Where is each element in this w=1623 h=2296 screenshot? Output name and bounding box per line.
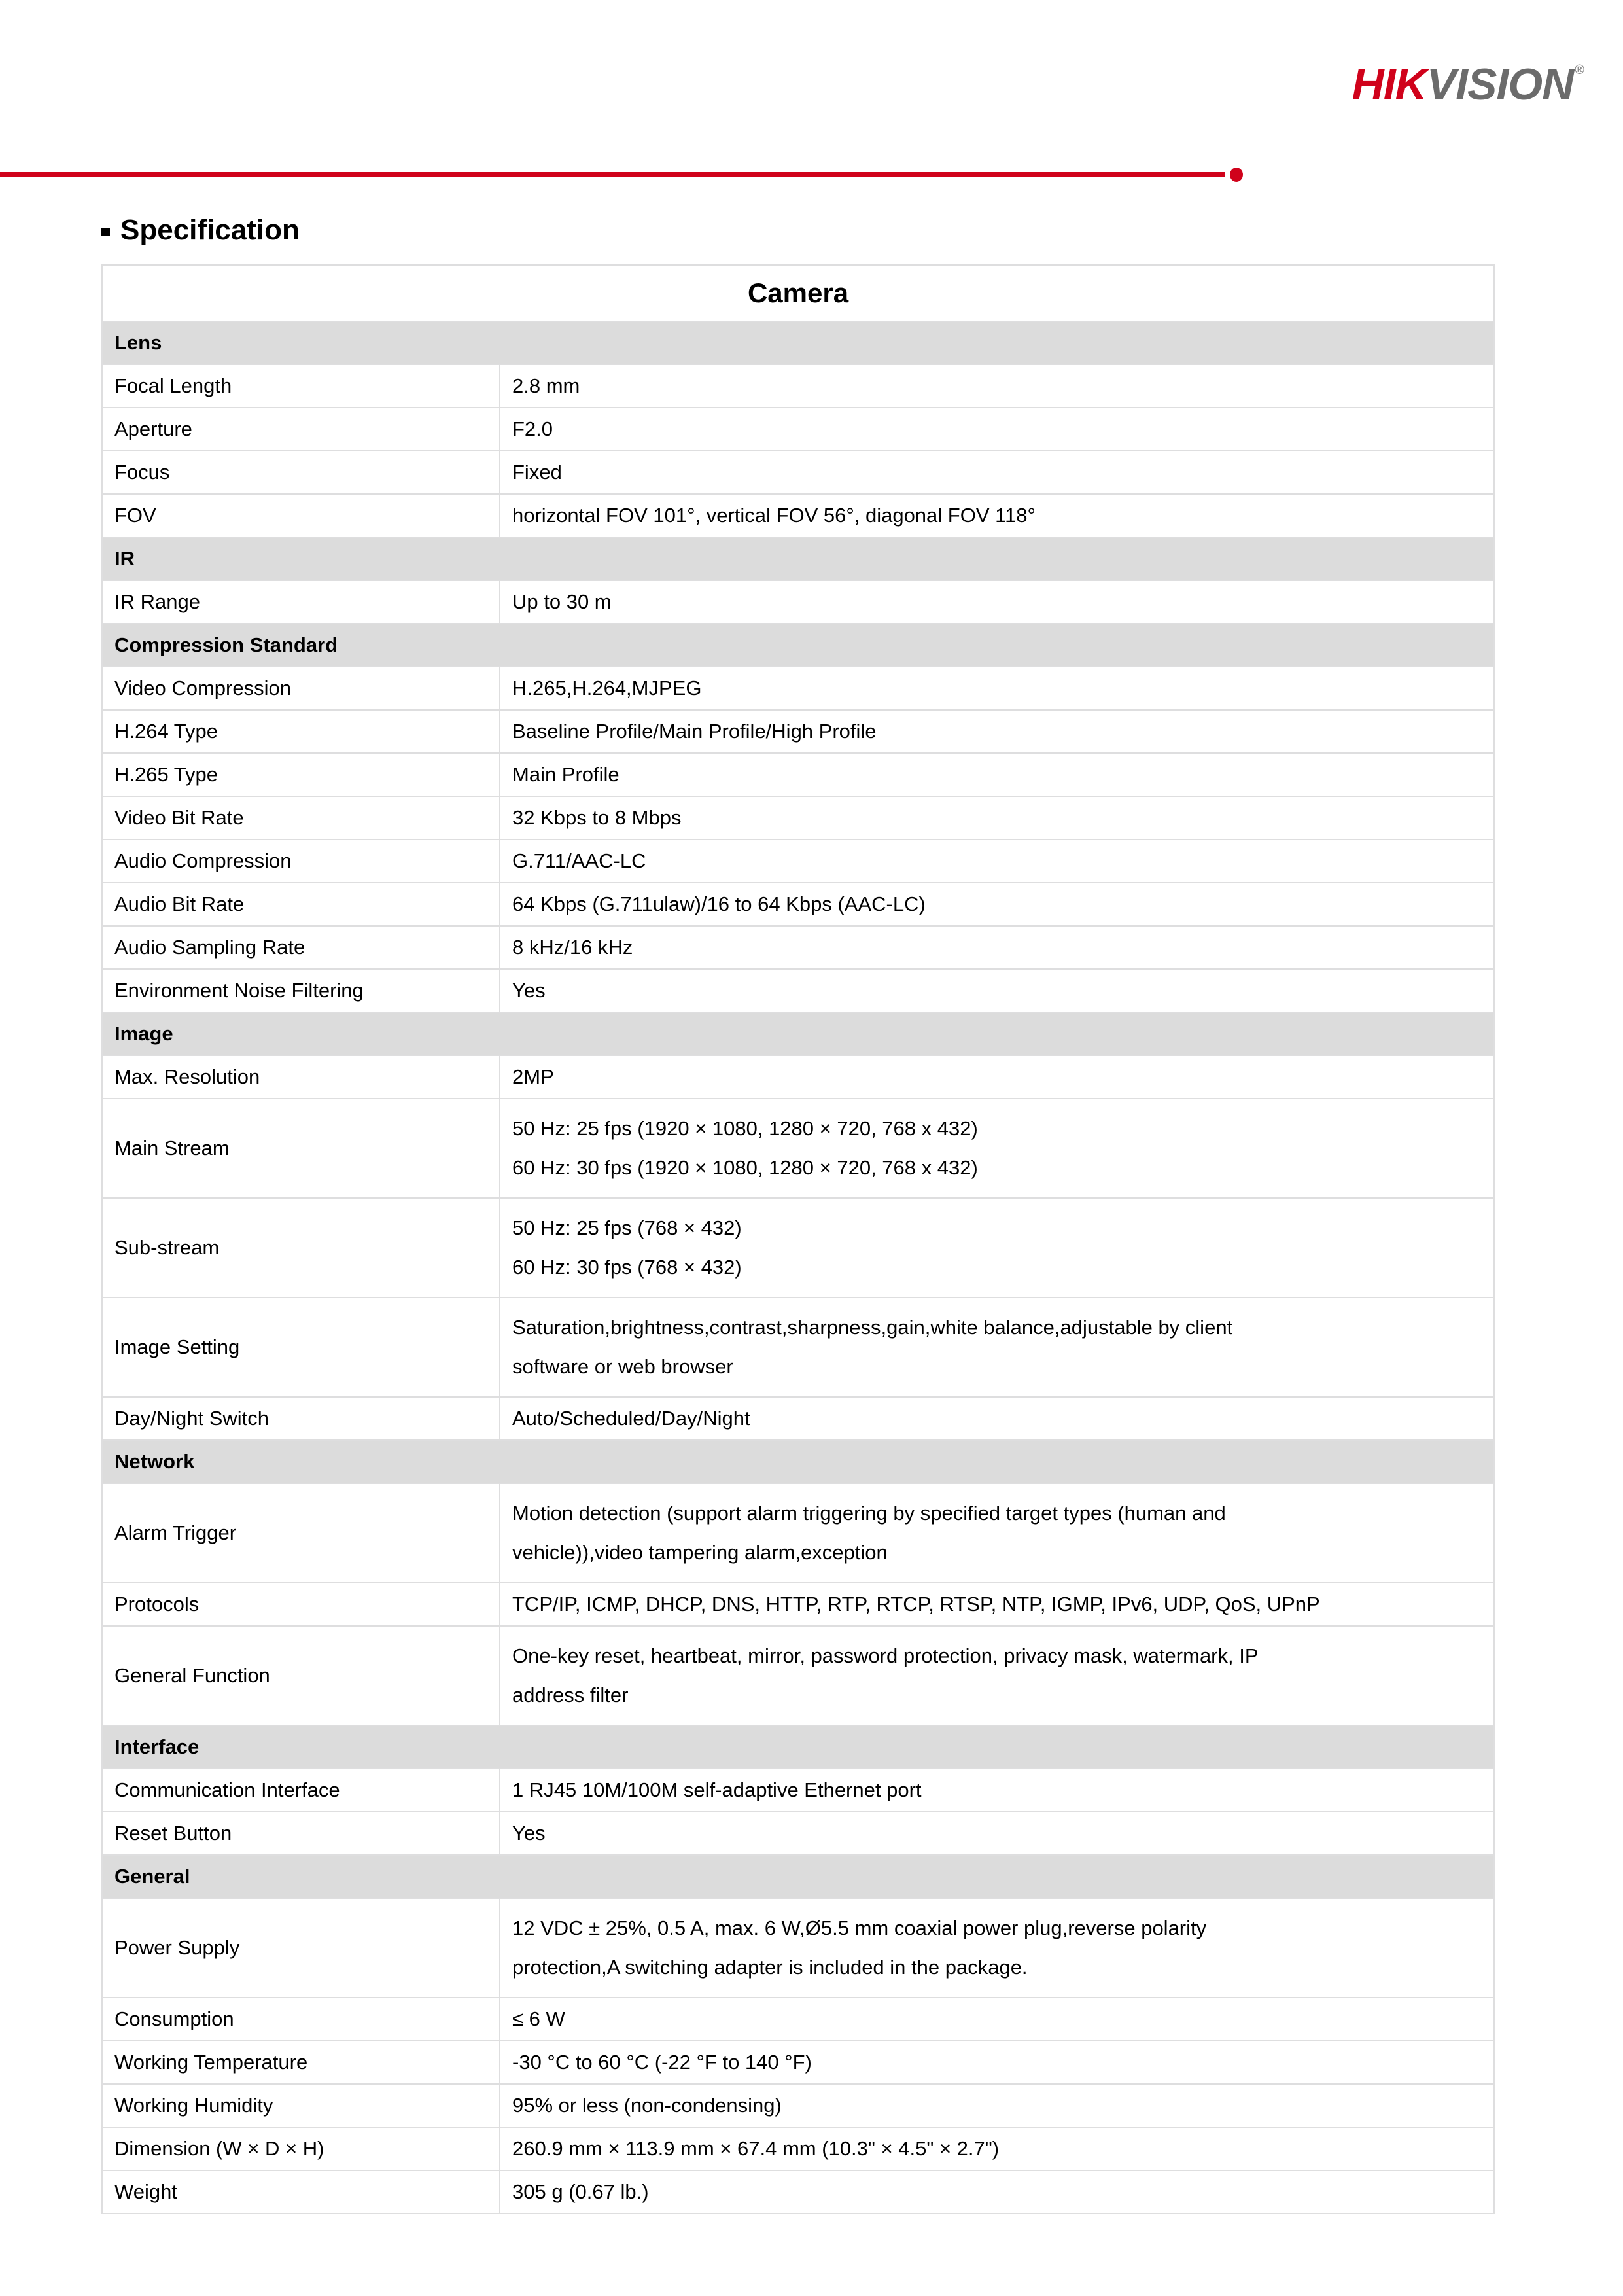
table-title-label: Camera <box>102 265 1494 321</box>
table-cell-label: Protocols <box>102 1583 500 1626</box>
table-cell-label: Main Stream <box>102 1099 500 1198</box>
table-row <box>102 926 1494 969</box>
table-cell-value: Yes <box>500 1812 1494 1855</box>
table-cell-value-line: protection,A switching adapter is included in the package. <box>512 1956 1028 1979</box>
table-group-row <box>102 1440 1494 1483</box>
table-cell-value <box>500 1198 1494 1298</box>
table-cell-label: Audio Bit Rate <box>102 883 500 926</box>
table-row <box>102 1099 1494 1198</box>
table-row <box>102 667 1494 710</box>
hikvision-logo <box>1352 62 1582 107</box>
table-group-label: Interface <box>102 1725 1494 1769</box>
table-cell-value: 8 kHz/16 kHz <box>500 926 1494 969</box>
table-cell-value: 64 Kbps (G.711ulaw)/16 to 64 Kbps (AAC-LC) <box>500 883 1494 926</box>
table-row <box>102 1998 1494 2041</box>
table-group-label: General <box>102 1855 1494 1898</box>
table-cell-value: G.711/AAC-LC <box>500 839 1494 883</box>
bullet-square-icon <box>101 228 110 236</box>
table-row <box>102 710 1494 753</box>
table-row <box>102 1812 1494 1855</box>
table-cell-label: Image Setting <box>102 1298 500 1397</box>
table-cell-label: Environment Noise Filtering <box>102 969 500 1012</box>
table-row <box>102 1397 1494 1440</box>
table-cell-value-line: software or web browser <box>512 1355 733 1378</box>
table-cell-value: horizontal FOV 101°, vertical FOV 56°, diagonal FOV 118° <box>500 494 1494 537</box>
table-cell-label: H.264 Type <box>102 710 500 753</box>
table-cell-value: -30 °C to 60 °C (-22 °F to 140 °F) <box>500 2041 1494 2084</box>
table-row <box>102 1483 1494 1583</box>
table-cell-value <box>500 1099 1494 1198</box>
table-cell-value-line: 60 Hz: 30 fps (768 × 432) <box>512 1256 742 1279</box>
table-cell-value: H.265,H.264,MJPEG <box>500 667 1494 710</box>
header-red-dot-icon <box>1230 168 1243 182</box>
table-row <box>102 883 1494 926</box>
table-cell-value-line: Motion detection (support alarm triggering by specified target types (human and <box>512 1501 1226 1525</box>
table-cell-label: Weight <box>102 2170 500 2214</box>
table-cell-label: Sub-stream <box>102 1198 500 1298</box>
table-group-label: Lens <box>102 321 1494 364</box>
table-cell-label: Reset Button <box>102 1812 500 1855</box>
logo-text-hik: HIK <box>1352 60 1427 109</box>
table-cell-value-line: 50 Hz: 25 fps (768 × 432) <box>512 1216 742 1239</box>
table-group-label: Network <box>102 1440 1494 1483</box>
table-row <box>102 839 1494 883</box>
table-row <box>102 580 1494 624</box>
table-cell-value: Up to 30 m <box>500 580 1494 624</box>
table-cell-label: Day/Night Switch <box>102 1397 500 1440</box>
table-row <box>102 494 1494 537</box>
table-group-row <box>102 1725 1494 1769</box>
table-row <box>102 1898 1494 1998</box>
table-row <box>102 1298 1494 1397</box>
table-cell-value: F2.0 <box>500 408 1494 451</box>
table-cell-value-line: address filter <box>512 1684 629 1706</box>
table-row <box>102 2084 1494 2127</box>
table-cell-label: Video Bit Rate <box>102 796 500 839</box>
table-row <box>102 2041 1494 2084</box>
table-cell-value: 2.8 mm <box>500 364 1494 408</box>
table-cell-label: Focus <box>102 451 500 494</box>
table-row <box>102 1198 1494 1298</box>
table-group-label: Compression Standard <box>102 624 1494 667</box>
table-cell-value-line: 60 Hz: 30 fps (1920 × 1080, 1280 × 720, 768 x 432) <box>512 1156 978 1179</box>
table-cell-value: TCP/IP, ICMP, DHCP, DNS, HTTP, RTP, RTCP, RTSP, NTP, IGMP, IPv6, UDP, QoS, UPnP <box>500 1583 1494 1626</box>
table-cell-value: 2MP <box>500 1055 1494 1099</box>
header-red-rule <box>0 172 1225 177</box>
table-cell-label: General Function <box>102 1626 500 1725</box>
table-row <box>102 2170 1494 2214</box>
table-row <box>102 1055 1494 1099</box>
table-row <box>102 1583 1494 1626</box>
table-cell-value: ≤ 6 W <box>500 1998 1494 2041</box>
table-row <box>102 796 1494 839</box>
table-cell-label: H.265 Type <box>102 753 500 796</box>
table-cell-value-line: 12 VDC ± 25%, 0.5 A, max. 6 W,Ø5.5 mm coaxial power plug,reverse polarity <box>512 1916 1207 1939</box>
table-group-row <box>102 1012 1494 1055</box>
table-cell-label: Max. Resolution <box>102 1055 500 1099</box>
table-group-label: Image <box>102 1012 1494 1055</box>
page-title <box>101 216 300 245</box>
table-row <box>102 2127 1494 2170</box>
table-cell-label: Aperture <box>102 408 500 451</box>
table-cell-value-line: 50 Hz: 25 fps (1920 × 1080, 1280 × 720, 768 x 432) <box>512 1116 978 1140</box>
table-cell-value: Auto/Scheduled/Day/Night <box>500 1397 1494 1440</box>
table-cell-value: 1 RJ45 10M/100M self-adaptive Ethernet port <box>500 1769 1494 1812</box>
table-cell-label: Alarm Trigger <box>102 1483 500 1583</box>
table-cell-label: Audio Sampling Rate <box>102 926 500 969</box>
page-title-label: Specification <box>120 214 300 246</box>
table-cell-value <box>500 1483 1494 1583</box>
table-group-row <box>102 624 1494 667</box>
registered-trademark-icon: ® <box>1575 63 1584 77</box>
table-cell-label: Video Compression <box>102 667 500 710</box>
table-cell-value: 95% or less (non-condensing) <box>500 2084 1494 2127</box>
page-header <box>0 0 1623 175</box>
table-cell-value <box>500 1298 1494 1397</box>
table-cell-value: Main Profile <box>500 753 1494 796</box>
table-cell-value: 305 g (0.67 lb.) <box>500 2170 1494 2214</box>
table-row <box>102 408 1494 451</box>
table-row <box>102 969 1494 1012</box>
table-title-row <box>102 265 1494 321</box>
table-row <box>102 753 1494 796</box>
table-cell-label: Power Supply <box>102 1898 500 1998</box>
table-cell-label: Communication Interface <box>102 1769 500 1812</box>
table-cell-value <box>500 1898 1494 1998</box>
table-cell-value-line: vehicle)),video tampering alarm,exception <box>512 1541 888 1564</box>
table-cell-value-line: Saturation,brightness,contrast,sharpness,gain,white balance,adjustable by client <box>512 1315 1233 1339</box>
logo-text-vision: VISION <box>1426 60 1574 109</box>
table-cell-label: Working Temperature <box>102 2041 500 2084</box>
table-cell-label: Focal Length <box>102 364 500 408</box>
specification-table <box>101 264 1495 2214</box>
table-group-row <box>102 321 1494 364</box>
table-cell-value-line: One-key reset, heartbeat, mirror, password protection, privacy mask, watermark, IP <box>512 1644 1259 1667</box>
table-cell-value: Yes <box>500 969 1494 1012</box>
table-cell-value: Fixed <box>500 451 1494 494</box>
table-cell-label: FOV <box>102 494 500 537</box>
table-cell-label: Audio Compression <box>102 839 500 883</box>
table-row <box>102 364 1494 408</box>
table-cell-label: Consumption <box>102 1998 500 2041</box>
table-cell-label: Dimension (W × D × H) <box>102 2127 500 2170</box>
table-row <box>102 1626 1494 1725</box>
table-group-row <box>102 1855 1494 1898</box>
table-cell-value <box>500 1626 1494 1725</box>
table-cell-value: 260.9 mm × 113.9 mm × 67.4 mm (10.3" × 4.5" × 2.7") <box>500 2127 1494 2170</box>
table-group-row <box>102 537 1494 580</box>
table-cell-label: Working Humidity <box>102 2084 500 2127</box>
table-row <box>102 1769 1494 1812</box>
table-group-label: IR <box>102 537 1494 580</box>
table-cell-value: 32 Kbps to 8 Mbps <box>500 796 1494 839</box>
table-row <box>102 451 1494 494</box>
table-cell-value: Baseline Profile/Main Profile/High Profile <box>500 710 1494 753</box>
table-cell-label: IR Range <box>102 580 500 624</box>
